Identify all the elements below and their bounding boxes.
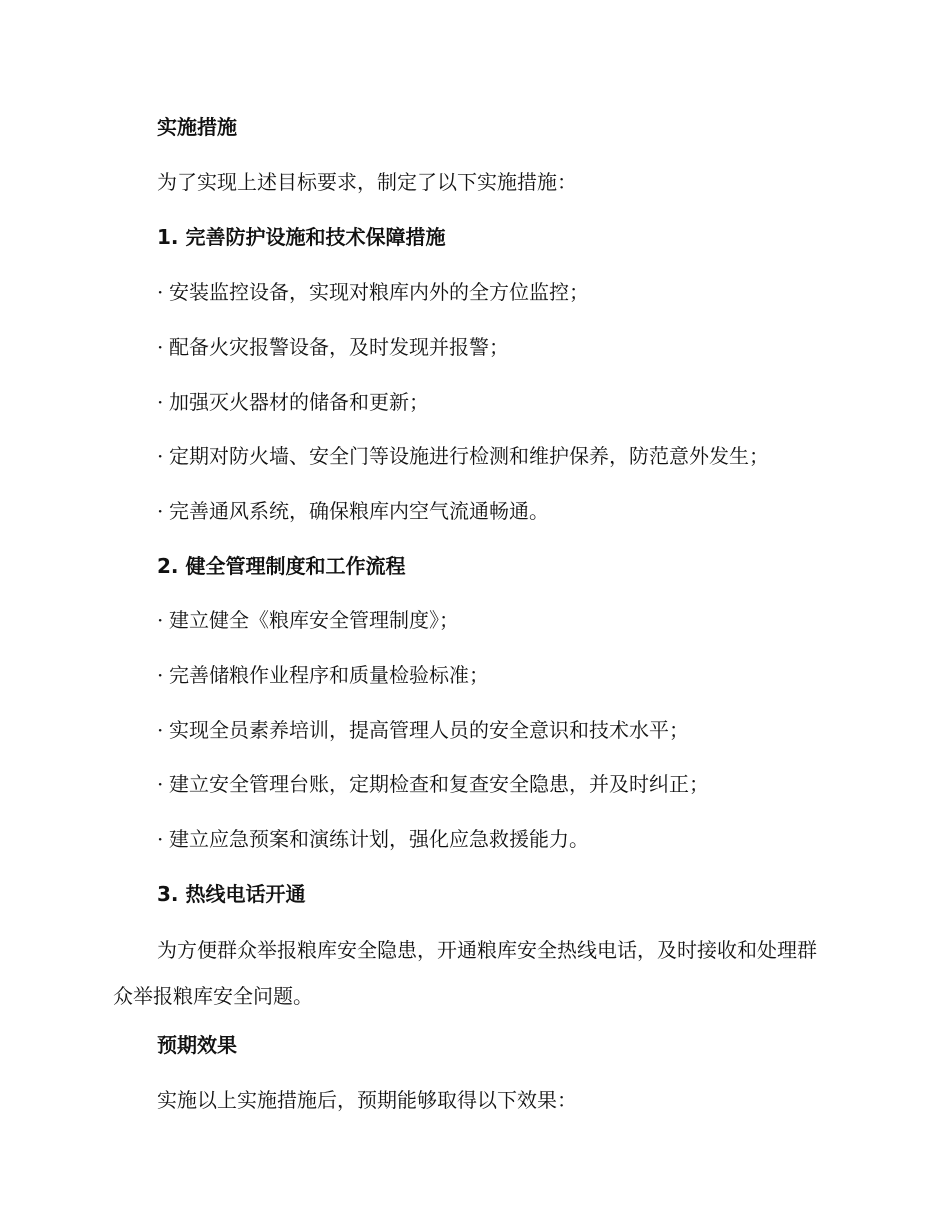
bullet-glyph: · xyxy=(157,499,164,523)
bullet-glyph: · xyxy=(157,772,164,796)
section-intro-measures: 为了实现上述目标要求，制定了以下实施措施： xyxy=(157,170,577,194)
list-item: · 建立健全《粮库安全管理制度》； xyxy=(157,605,459,635)
bullet-glyph: · xyxy=(157,663,164,687)
bullet-glyph: · xyxy=(157,390,164,414)
list-item: · 加强灭火器材的储备和更新； xyxy=(157,387,429,417)
list-item: · 建立安全管理台账，定期检查和复查安全隐患，并及时纠正； xyxy=(157,769,709,799)
list-item: · 完善通风系统，确保粮库内空气流通畅通。 xyxy=(157,496,549,526)
section-heading-effects: 预期效果 xyxy=(157,1033,237,1057)
list-item: · 定期对防火墙、安全门等设施进行检测和维护保养，防范意外发生； xyxy=(157,441,769,471)
list-item: · 建立应急预案和演练计划，强化应急救援能力。 xyxy=(157,824,589,854)
bullet-glyph: · xyxy=(157,718,164,742)
list-item: · 实现全员素养培训，提高管理人员的安全意识和技术水平； xyxy=(157,715,689,745)
bullet-glyph: · xyxy=(157,444,164,468)
bullet-glyph: · xyxy=(157,827,164,851)
subsection-heading-3: 3. 热线电话开通 xyxy=(157,882,306,906)
subsection-heading-1: 1. 完善防护设施和技术保障措施 xyxy=(157,225,446,249)
list-item: · 安装监控设备，实现对粮库内外的全方位监控； xyxy=(157,277,589,307)
subsection-heading-2: 2. 健全管理制度和工作流程 xyxy=(157,554,406,578)
section-intro-effects: 实施以上实施措施后，预期能够取得以下效果： xyxy=(157,1088,577,1112)
list-item: · 完善储粮作业程序和质量检验标准； xyxy=(157,660,489,690)
list-item: · 配备火灾报警设备，及时发现并报警； xyxy=(157,332,509,362)
section-heading-measures: 实施措施 xyxy=(157,115,237,139)
bullet-glyph: · xyxy=(157,280,164,304)
hotline-paragraph: 为方便群众举报粮库安全隐患，开通粮库安全热线电话，及时接收和处理群众举报粮库安全问题。 xyxy=(113,938,817,1008)
bullet-glyph: · xyxy=(157,608,164,632)
bullet-glyph: · xyxy=(157,335,164,359)
